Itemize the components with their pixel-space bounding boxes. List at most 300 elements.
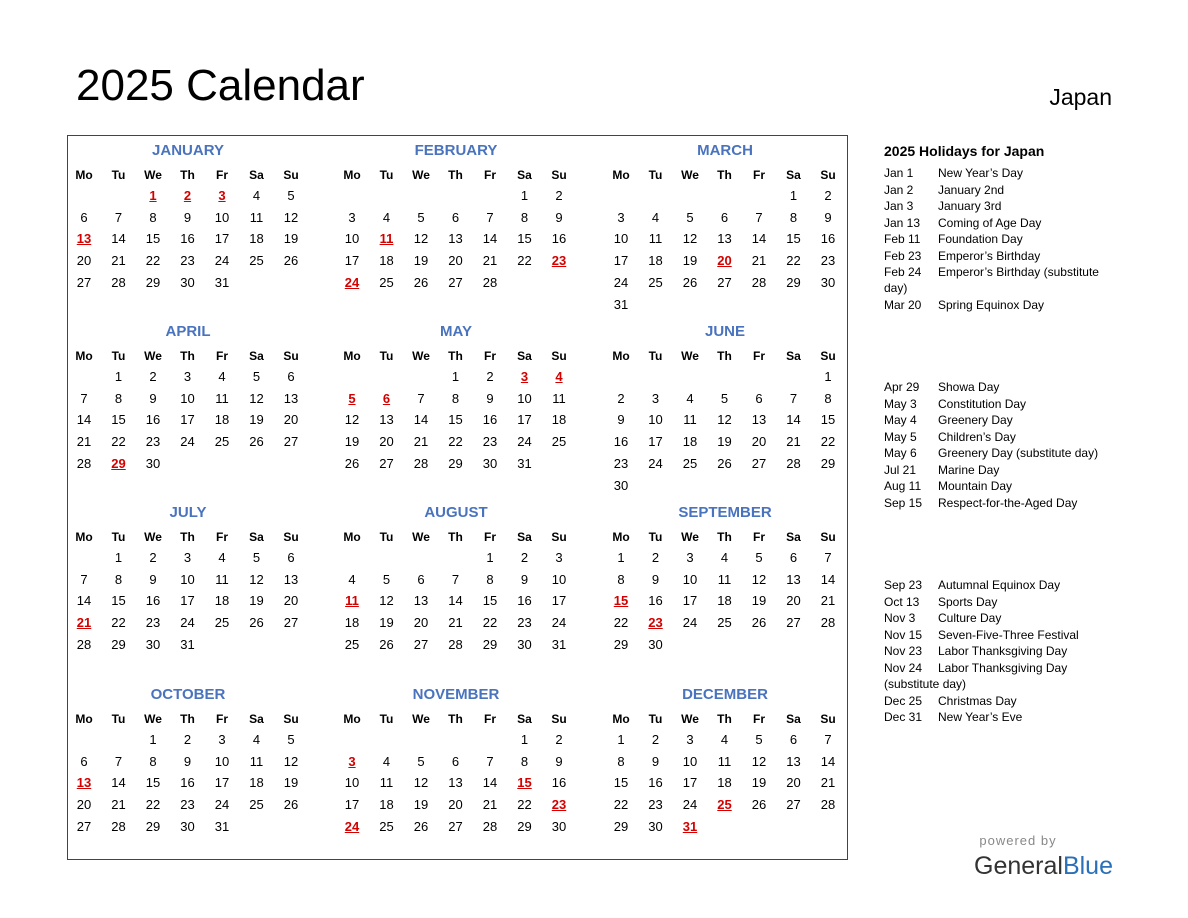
- calendar-day: 8: [824, 390, 832, 406]
- holiday-day: 5: [348, 390, 356, 406]
- calendar-day: 26: [413, 274, 429, 290]
- calendar-day: 8: [520, 209, 529, 225]
- calendar-day: 12: [413, 775, 429, 791]
- calendar-day: 28: [448, 636, 463, 652]
- month-february: [336, 142, 576, 317]
- holiday-name: New Year’s Day: [938, 166, 1023, 180]
- calendar-day: 15: [111, 412, 126, 428]
- weekday-header: Mo: [612, 712, 630, 726]
- holiday-date: Nov 15: [884, 627, 923, 642]
- calendar-day: 13: [751, 412, 767, 428]
- calendar-day: 30: [180, 274, 195, 290]
- calendar-day: 10: [214, 753, 230, 769]
- holiday-item: [884, 643, 1124, 659]
- calendar-day: 8: [486, 571, 494, 587]
- calendar-day: 11: [249, 753, 264, 769]
- calendar-day: 12: [413, 231, 429, 247]
- holiday-date: Sep 15: [884, 495, 923, 510]
- calendar-day: 7: [486, 209, 494, 225]
- calendar-day: 24: [180, 434, 195, 450]
- holiday-day: 15: [613, 593, 629, 609]
- weekday-header: Tu: [379, 349, 394, 363]
- calendar-day: 2: [617, 390, 625, 406]
- calendar-day: 14: [413, 412, 429, 428]
- calendar-day: 3: [348, 209, 356, 225]
- weekday-header: Su: [820, 712, 836, 726]
- calendar-day: 12: [249, 571, 264, 587]
- calendar-day: 14: [786, 412, 801, 428]
- calendar-day: 18: [249, 231, 264, 247]
- calendar-day: 14: [76, 593, 92, 609]
- calendar-day: 22: [145, 797, 161, 813]
- calendar-day: 19: [283, 231, 299, 247]
- calendar-day: 28: [786, 455, 801, 471]
- month-name: JULY: [169, 504, 207, 521]
- weekday-header: We: [412, 349, 430, 363]
- holiday-item: [884, 182, 1124, 198]
- calendar-day: 28: [76, 636, 92, 652]
- calendar-day: 13: [786, 571, 801, 587]
- holiday-date: May 4: [884, 413, 917, 427]
- weekday-header: Tu: [111, 349, 126, 363]
- weekday-header: Sa: [786, 712, 801, 726]
- weekday-header: Sa: [517, 349, 532, 363]
- month-july: [68, 504, 308, 679]
- calendar-day: 4: [720, 550, 729, 565]
- holiday-date: Jan 1: [884, 166, 914, 180]
- calendar-day: 15: [786, 231, 801, 247]
- calendar-day: 21: [111, 253, 126, 269]
- calendar-day: 25: [682, 455, 698, 471]
- calendar-day: 1: [617, 550, 625, 565]
- weekday-header: Tu: [648, 349, 663, 363]
- weekday-header: Tu: [648, 168, 663, 182]
- calendar-day: 20: [786, 593, 801, 609]
- calendar-day: 18: [214, 593, 230, 609]
- weekday-header: Mo: [75, 168, 93, 182]
- calendar-day: 19: [413, 253, 429, 269]
- weekday-header: Fr: [484, 712, 496, 726]
- calendar-day: 27: [283, 434, 299, 450]
- calendar-day: 9: [486, 390, 494, 406]
- holiday-item: [884, 709, 1124, 725]
- calendar-day: 7: [824, 732, 832, 747]
- weekday-header: We: [681, 349, 699, 363]
- weekday-header: Sa: [517, 168, 532, 182]
- calendar-day: 7: [451, 571, 460, 587]
- calendar-day: 26: [413, 818, 429, 834]
- weekday-header: Tu: [648, 712, 663, 726]
- calendar-day: 2: [183, 732, 192, 747]
- holiday-date: Jan 13: [884, 215, 921, 230]
- holiday-date: May 3: [884, 396, 917, 411]
- calendar-day: 27: [413, 636, 429, 652]
- weekday-header: Sa: [517, 712, 532, 726]
- calendar-day: 9: [149, 390, 157, 406]
- calendar-day: 10: [180, 390, 195, 406]
- calendar-day: 15: [145, 231, 161, 247]
- calendar-day: 23: [517, 615, 532, 631]
- calendar-day: 27: [786, 797, 801, 813]
- calendar-day: 15: [482, 593, 498, 609]
- calendar-day: 26: [751, 797, 767, 813]
- calendar-day: 9: [555, 753, 563, 769]
- calendar-day: 19: [682, 253, 698, 269]
- holiday-day: 24: [344, 274, 360, 290]
- calendar-day: 25: [551, 434, 567, 450]
- calendar-day: 20: [379, 434, 394, 450]
- calendar-day: 9: [555, 209, 563, 225]
- calendar-day: 26: [344, 455, 360, 471]
- holiday-day: 20: [717, 253, 732, 269]
- calendar-day: 23: [145, 434, 161, 450]
- calendar-day: 19: [751, 775, 767, 791]
- holiday-item: [884, 693, 1124, 709]
- calendar-day: 7: [80, 390, 88, 406]
- weekday-header: Sa: [786, 349, 801, 363]
- calendar-day: 18: [379, 253, 394, 269]
- calendar-day: 3: [555, 550, 563, 565]
- calendar-day: 5: [382, 571, 391, 587]
- calendar-day: 4: [252, 732, 261, 747]
- calendar-day: 10: [682, 571, 698, 587]
- holiday-day: 15: [517, 775, 532, 791]
- page-title: 2025 Calendar: [76, 61, 365, 110]
- calendar-day: 22: [786, 253, 801, 269]
- calendar-day: 18: [344, 615, 360, 631]
- calendar-day: 30: [482, 455, 498, 471]
- weekday-header: Th: [717, 530, 732, 544]
- calendar-day: 14: [111, 775, 126, 791]
- calendar-day: 3: [617, 209, 625, 225]
- country-label: Japan: [1049, 84, 1112, 110]
- holiday-date: Aug 11: [884, 479, 922, 493]
- calendar-day: 25: [379, 274, 394, 290]
- calendar-day: 1: [486, 550, 494, 565]
- calendar-day: 28: [751, 274, 767, 290]
- weekday-header: Fr: [753, 168, 765, 182]
- calendar-day: 1: [114, 550, 123, 565]
- calendar-day: 5: [686, 209, 694, 225]
- holiday-date: Oct 13: [884, 594, 920, 609]
- calendar-day: 27: [76, 818, 92, 834]
- calendar-day: 12: [283, 209, 299, 225]
- calendar-day: 31: [551, 636, 567, 652]
- holiday-item: [884, 610, 1124, 626]
- month-name: SEPTEMBER: [678, 504, 772, 521]
- holiday-name: Respect-for-the-Aged Day: [938, 495, 1078, 510]
- calendar-day: 27: [786, 615, 801, 631]
- weekday-header: Mo: [612, 349, 630, 363]
- holiday-day: 25: [717, 797, 732, 813]
- holiday-name: Seven-Five-Three Festival: [938, 627, 1079, 642]
- weekday-header: Mo: [75, 349, 93, 363]
- month-name: AUGUST: [424, 504, 488, 521]
- holiday-item: [884, 627, 1124, 643]
- calendar-day: 18: [551, 412, 567, 428]
- calendar-day: 18: [682, 434, 698, 450]
- holiday-name: Sports Day: [938, 594, 998, 609]
- weekday-header: Mo: [343, 349, 361, 363]
- calendar-day: 5: [755, 732, 763, 747]
- calendar-day: 15: [448, 412, 463, 428]
- calendar-day: 6: [789, 550, 798, 565]
- weekday-header: Fr: [753, 349, 765, 363]
- holiday-day: 31: [682, 818, 698, 834]
- holiday-item: [884, 264, 1124, 296]
- calendar-day: 21: [751, 253, 767, 269]
- calendar-day: 8: [149, 209, 157, 225]
- calendar-day: 25: [214, 615, 230, 631]
- weekday-header: Fr: [216, 349, 228, 363]
- calendar-day: 17: [517, 412, 532, 428]
- holiday-item: [884, 495, 1124, 511]
- calendar-day: 3: [183, 550, 192, 565]
- calendar-day: 14: [820, 571, 836, 587]
- calendar-day: 11: [648, 231, 663, 247]
- calendar-day: 23: [145, 615, 161, 631]
- calendar-day: 18: [249, 775, 264, 791]
- holiday-date: Apr 29: [884, 380, 920, 394]
- calendar-day: 12: [249, 390, 264, 406]
- calendar-day: 29: [145, 818, 161, 834]
- holiday-name: Spring Equinox Day: [938, 298, 1045, 312]
- weekday-header: We: [681, 168, 699, 182]
- holiday-name: Christmas Day: [938, 693, 1017, 708]
- calendar-day: 19: [249, 412, 264, 428]
- calendar-day: 31: [214, 818, 230, 834]
- weekday-header: Su: [283, 530, 299, 544]
- month-name: NOVEMBER: [412, 686, 500, 703]
- calendar-day: 10: [613, 231, 629, 247]
- holiday-day: 3: [520, 369, 529, 384]
- calendar-day: 6: [451, 753, 460, 769]
- calendar-day: 28: [482, 818, 498, 834]
- calendar-day: 6: [417, 571, 425, 587]
- holiday-name: Labor Thanksgiving Day (substitute day): [884, 660, 1068, 691]
- weekday-header: Mo: [343, 168, 361, 182]
- holiday-list-title: 2025 Holidays for Japan: [884, 143, 1045, 159]
- holiday-name: Emperor’s Birthday: [938, 248, 1041, 263]
- weekday-header: Sa: [249, 168, 264, 182]
- month-name: DECEMBER: [682, 686, 768, 703]
- calendar-day: 8: [789, 209, 798, 225]
- calendar-day: 22: [613, 615, 629, 631]
- weekday-header: Th: [717, 712, 732, 726]
- weekday-header: Tu: [648, 530, 663, 544]
- weekday-header: We: [144, 349, 162, 363]
- holiday-name: Mountain Day: [938, 479, 1013, 493]
- calendar-day: 8: [114, 571, 123, 587]
- calendar-day: 27: [717, 274, 732, 290]
- holiday-item: [884, 478, 1124, 494]
- weekday-header: Sa: [249, 712, 264, 726]
- calendar-day: 4: [720, 732, 729, 747]
- calendar-day: 19: [413, 797, 429, 813]
- calendar-day: 14: [448, 593, 463, 609]
- weekday-header: Tu: [111, 530, 126, 544]
- month-may: [336, 323, 576, 498]
- weekday-header: Su: [820, 530, 836, 544]
- calendar-day: 17: [551, 593, 567, 609]
- month-june: [605, 323, 845, 498]
- holiday-item: [884, 297, 1124, 313]
- calendar-day: 15: [111, 593, 126, 609]
- calendar-day: 24: [682, 797, 698, 813]
- holiday-name: Labor Thanksgiving Day: [938, 644, 1068, 658]
- calendar-day: 18: [214, 412, 230, 428]
- month-december: [605, 686, 845, 861]
- calendar-day: 16: [145, 412, 161, 428]
- holiday-name: Children’s Day: [938, 429, 1016, 444]
- calendar-day: 11: [552, 390, 566, 406]
- holiday-item: [884, 660, 1124, 692]
- calendar-day: 13: [283, 390, 299, 406]
- calendar-day: 15: [145, 775, 161, 791]
- calendar-day: 3: [651, 390, 660, 406]
- holiday-date: Feb 23: [884, 248, 922, 263]
- calendar-day: 17: [344, 797, 360, 813]
- calendar-day: 11: [717, 753, 732, 769]
- calendar-day: 8: [149, 753, 157, 769]
- calendar-day: 28: [820, 615, 836, 631]
- holiday-date: Dec 25: [884, 693, 923, 708]
- holiday-day: 3: [218, 188, 226, 203]
- calendar-day: 16: [648, 593, 663, 609]
- weekday-header: Fr: [484, 349, 496, 363]
- holiday-date: Feb 11: [884, 232, 921, 246]
- calendar-day: 17: [648, 434, 663, 450]
- weekday-header: Fr: [484, 530, 496, 544]
- holiday-name: Showa Day: [938, 380, 1000, 394]
- calendar-day: 28: [111, 274, 126, 290]
- calendar-day: 29: [111, 636, 126, 652]
- calendar-day: 7: [824, 550, 832, 565]
- calendar-day: 26: [283, 253, 299, 269]
- holiday-date: Nov 3: [884, 611, 916, 625]
- weekday-header: Tu: [111, 168, 126, 182]
- month-august: [336, 504, 576, 679]
- calendar-day: 27: [76, 274, 92, 290]
- calendar-day: 25: [344, 636, 360, 652]
- weekday-header: Su: [551, 712, 567, 726]
- calendar-day: 19: [283, 775, 299, 791]
- calendar-day: 17: [214, 775, 230, 791]
- calendar-day: 22: [613, 797, 629, 813]
- calendar-day: 1: [451, 369, 460, 384]
- weekday-header: We: [681, 530, 699, 544]
- weekday-header: Tu: [111, 712, 126, 726]
- calendar-day: 17: [344, 253, 360, 269]
- weekday-header: Su: [551, 349, 567, 363]
- calendar-day: 9: [617, 412, 625, 428]
- calendar-day: 2: [149, 369, 157, 384]
- holiday-day: 6: [382, 390, 391, 406]
- weekday-header: Th: [717, 349, 732, 363]
- weekday-header: Fr: [216, 530, 228, 544]
- weekday-header: Th: [448, 712, 463, 726]
- calendar-day: 6: [755, 390, 763, 406]
- calendar-day: 30: [551, 818, 567, 834]
- calendar-day: 16: [180, 775, 195, 791]
- weekday-header: Su: [820, 168, 836, 182]
- calendar-day: 16: [517, 593, 532, 609]
- calendar-day: 3: [686, 550, 694, 565]
- weekday-header: Mo: [75, 712, 93, 726]
- calendar-day: 27: [448, 818, 463, 834]
- calendar-day: 30: [145, 636, 161, 652]
- powered-by-label: powered by: [979, 833, 1057, 848]
- calendar-day: 21: [786, 434, 801, 450]
- holiday-day: 11: [345, 593, 359, 609]
- calendar-day: 25: [648, 274, 663, 290]
- calendar-day: 31: [180, 636, 195, 652]
- month-march: [605, 142, 845, 317]
- holiday-day: 2: [183, 188, 192, 203]
- calendar-day: 26: [283, 797, 299, 813]
- calendar-day: 14: [482, 775, 498, 791]
- calendar-day: 4: [348, 571, 356, 587]
- holiday-name: Greenery Day (substitute day): [938, 446, 1099, 460]
- calendar-day: 29: [613, 818, 629, 834]
- weekday-header: We: [144, 530, 162, 544]
- calendar-day: 5: [417, 753, 425, 769]
- calendar-day: 20: [786, 775, 801, 791]
- calendar-day: 22: [517, 253, 532, 269]
- weekday-header: Th: [448, 349, 463, 363]
- holiday-day: 4: [555, 369, 563, 384]
- calendar-day: 30: [648, 818, 663, 834]
- calendar-day: 6: [287, 369, 295, 384]
- calendar-day: 31: [214, 274, 230, 290]
- calendar-day: 13: [786, 753, 801, 769]
- calendar-day: 5: [252, 369, 261, 384]
- weekday-header: Th: [180, 349, 195, 363]
- calendar-day: 23: [482, 434, 498, 450]
- holiday-date: Sep 23: [884, 578, 923, 592]
- calendar-day: 21: [413, 434, 429, 450]
- calendar-day: 22: [482, 615, 498, 631]
- calendar-day: 10: [682, 753, 698, 769]
- month-name: APRIL: [165, 323, 211, 340]
- calendar-day: 1: [617, 732, 625, 747]
- calendar-day: 29: [145, 274, 161, 290]
- calendar-day: 4: [218, 550, 226, 565]
- calendar-day: 12: [344, 412, 360, 428]
- calendar-day: 18: [717, 775, 732, 791]
- calendar-day: 18: [379, 797, 394, 813]
- holiday-name: Coming of Age Day: [938, 215, 1042, 230]
- calendar-day: 16: [551, 775, 567, 791]
- calendar-day: 25: [717, 615, 732, 631]
- calendar-day: 5: [755, 550, 763, 565]
- calendar-day: 24: [214, 253, 230, 269]
- weekday-header: Sa: [249, 530, 264, 544]
- calendar-day: 12: [682, 231, 698, 247]
- calendar-day: 22: [820, 434, 836, 450]
- calendar-day: 6: [80, 209, 88, 225]
- calendar-day: 16: [613, 434, 629, 450]
- calendar-day: 25: [214, 434, 230, 450]
- calendar-day: 25: [379, 818, 394, 834]
- calendar-day: 29: [517, 818, 532, 834]
- calendar-day: 8: [451, 390, 460, 406]
- calendar-day: 6: [720, 209, 729, 225]
- calendar-day: 30: [145, 455, 161, 471]
- weekday-header: Tu: [379, 168, 394, 182]
- weekday-header: We: [412, 530, 430, 544]
- holiday-name: Emperor’s Birthday (substitute day): [884, 265, 1099, 295]
